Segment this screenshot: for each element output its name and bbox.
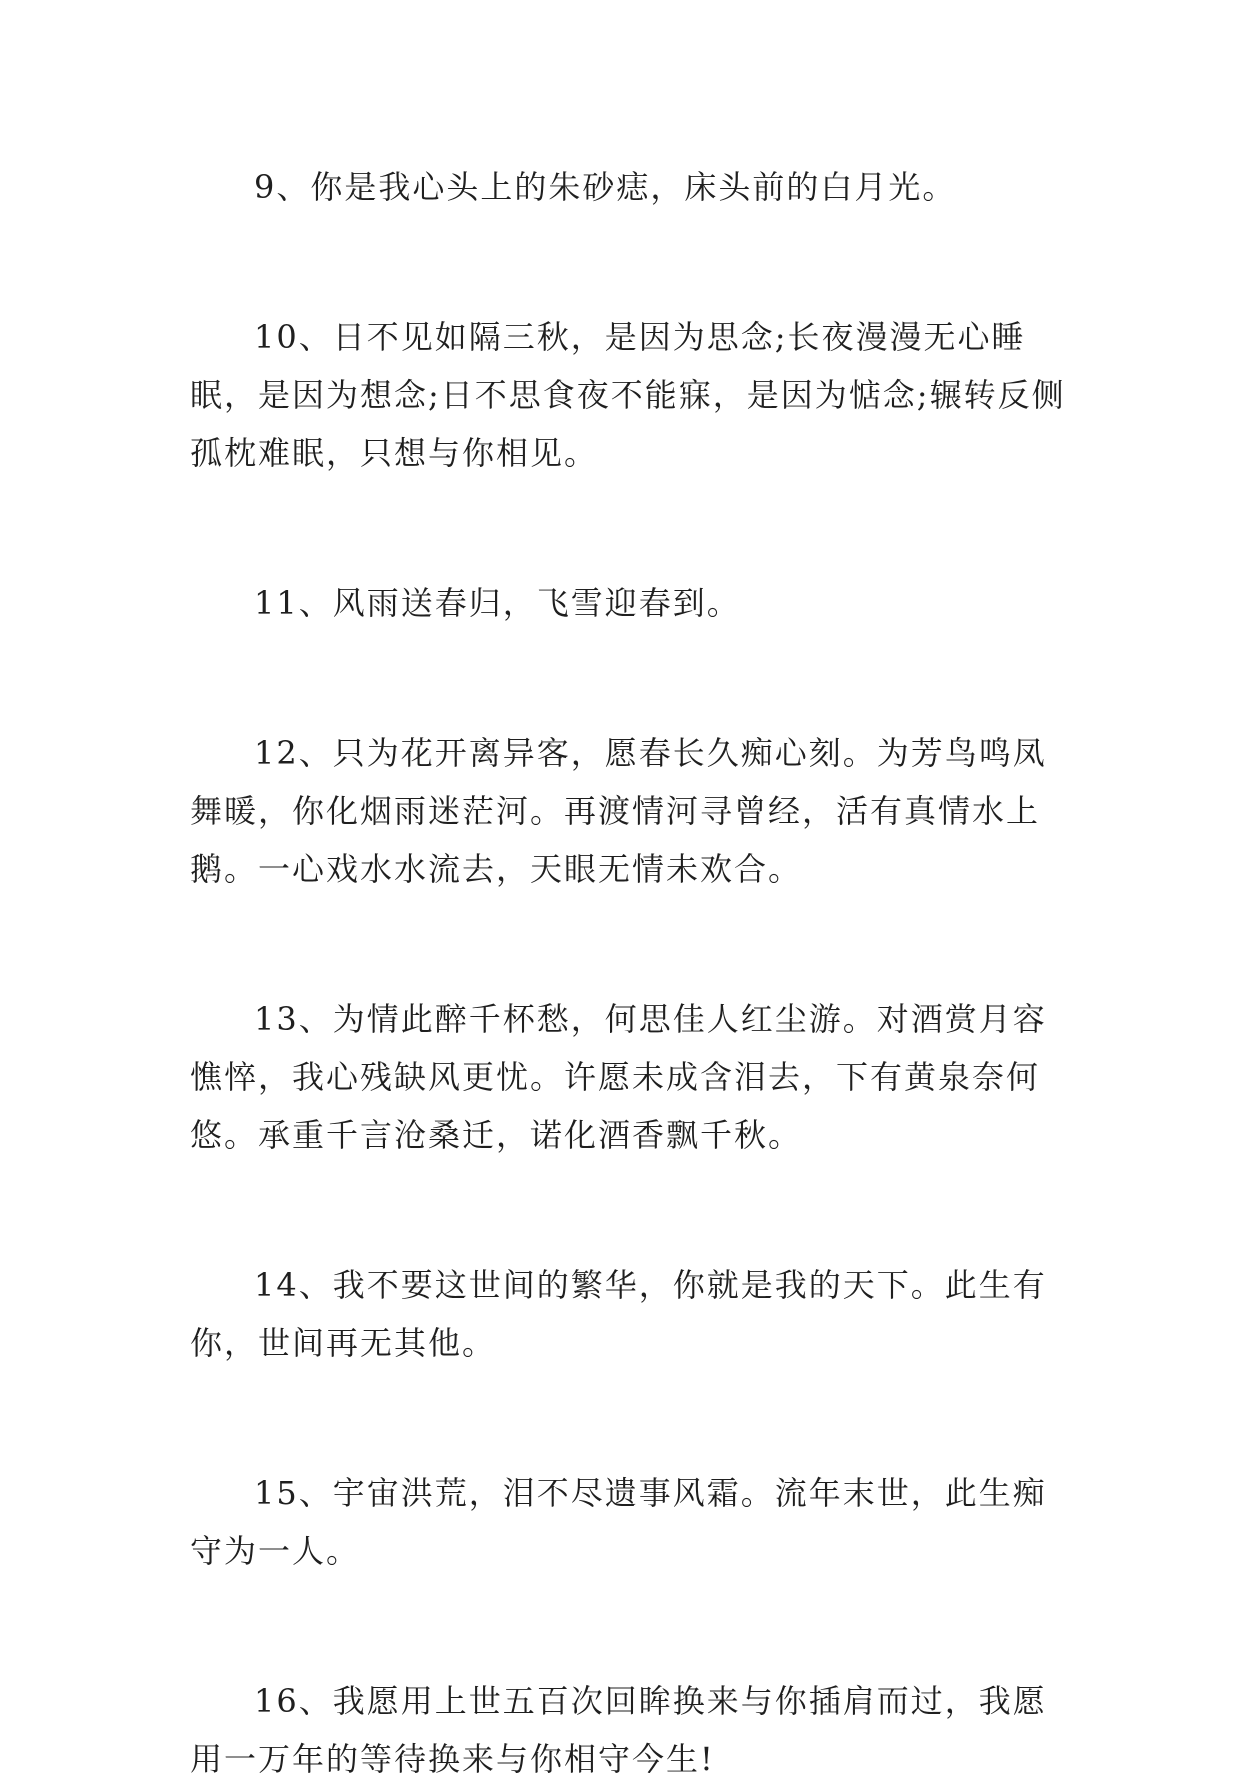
paragraph-11: 11、风雨送春归，飞雪迎春到。	[254, 584, 741, 622]
paragraph-13: 13、为情此醉千杯愁，何思佳人红尘游。对酒赏月容憔悴，我心残缺风更忧。许愿未成含泪去，下有黄泉奈何悠。承重千言沧桑迁，诺化酒香飘千秋。	[190, 1000, 1047, 1154]
paragraph-9: 9、你是我心头上的朱砂痣，床头前的白月光。	[254, 168, 957, 206]
paragraph-10: 10、日不见如隔三秋，是因为思念;长夜漫漫无心睡眠，是因为想念;日不思食夜不能寐，是因为惦念;辗转反侧孤枕难眠，只想与你相见。	[190, 318, 1066, 472]
paragraph-15: 15、宇宙洪荒，泪不尽遗事风霜。流年末世，此生痴守为一人。	[190, 1474, 1047, 1570]
paragraph-12: 12、只为花开离异客，愿春长久痴心刻。为芳鸟鸣凤舞暖，你化烟雨迷茫河。再渡情河寻曾经，活有真情水上鹅。一心戏水水流去，天眼无情未欢合。	[190, 734, 1047, 888]
paragraph-14: 14、我不要这世间的繁华，你就是我的天下。此生有你，世间再无其他。	[190, 1266, 1047, 1362]
document-body	[190, 158, 1070, 1788]
paragraph-16: 16、我愿用上世五百次回眸换来与你插肩而过，我愿用一万年的等待换来与你相守今生!	[190, 1682, 1047, 1778]
